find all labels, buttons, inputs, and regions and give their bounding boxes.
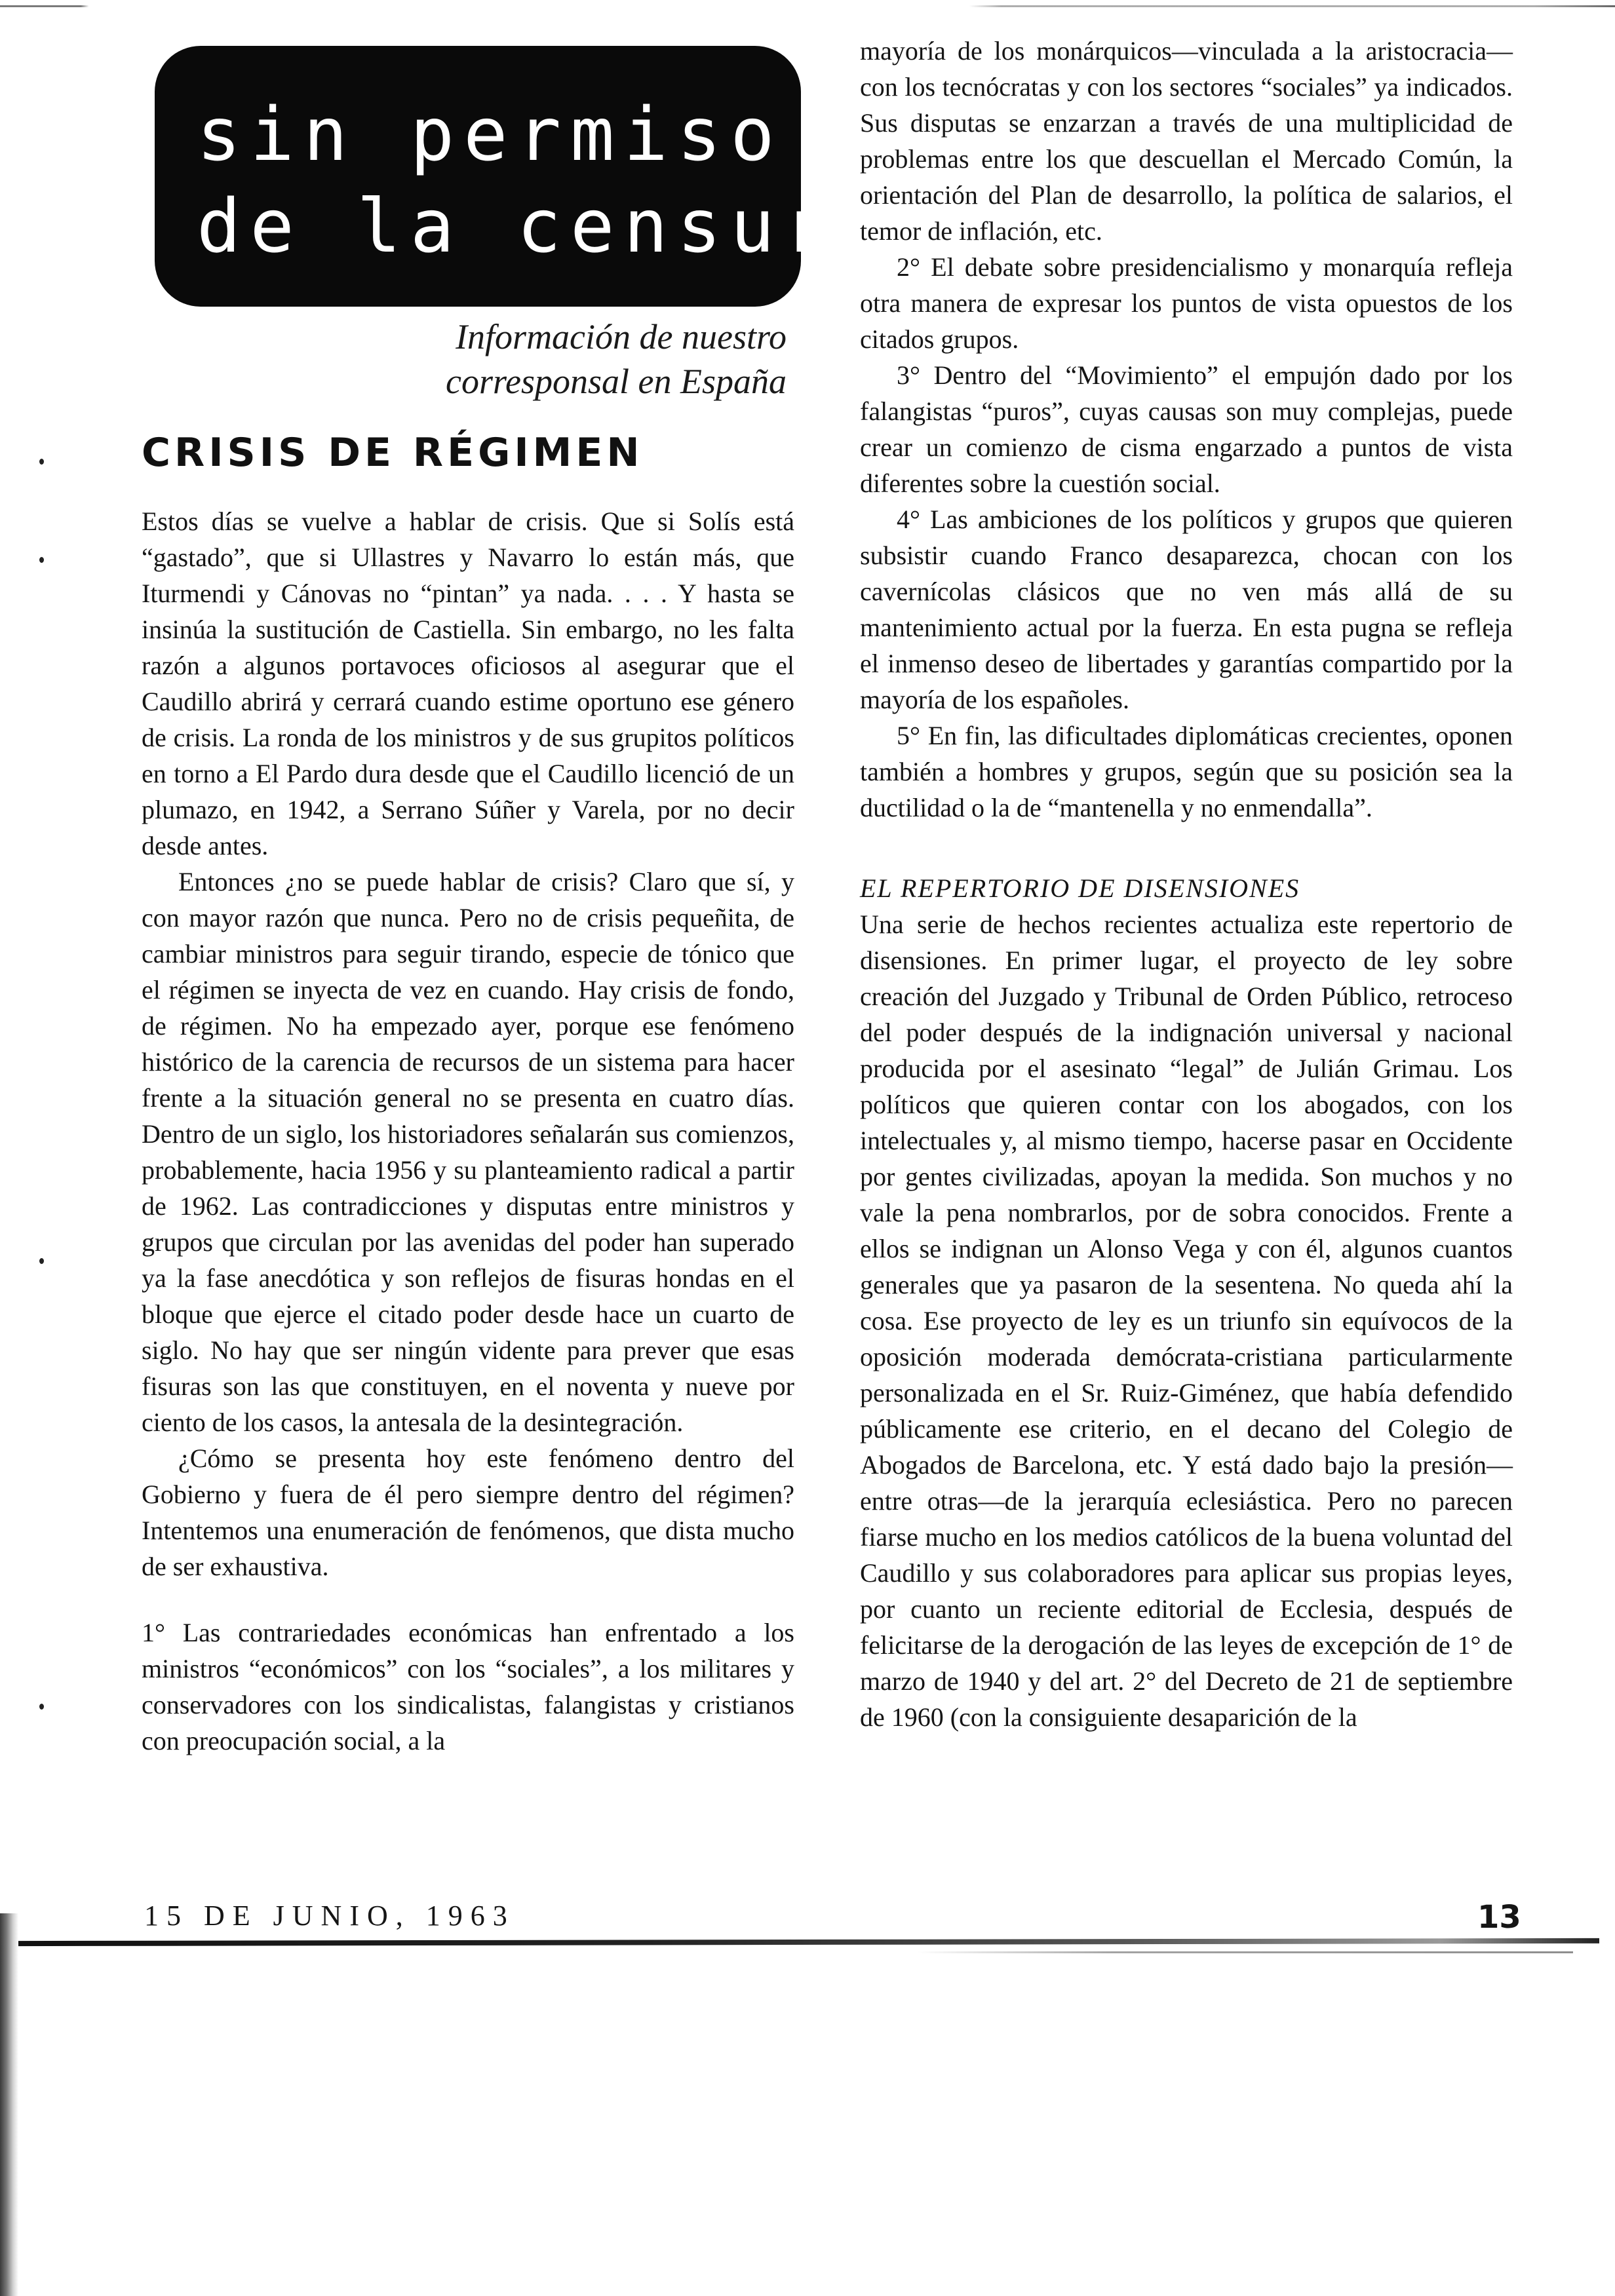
subhead-line-1: Información de nuestro	[456, 317, 787, 356]
paragraph: Entonces ¿no se puede hablar de crisis? Claro que sí, y con mayor razón que nunca. Pero no de crisis pequeñita, de cambiar ministros para seguir tirando, especie de tónico que el régimen se inyecta de vez en cuando. Hay crisis de fondo, de régimen. No ha empezado ayer, porque ese fenómeno histórico de la carencia de recursos de un sistema para hacer frente a la situación general no se presenta en cuatro días. Dentro de un siglo, los historiadores señalarán sus comienzos, probablemente, hacia 1956 y su planteamiento radical a partir de 1962. Las contradicciones y disputas entre ministros y grupos que circulan por las avenidas del poder han superado ya la fase anecdótica y son reflejos de fisuras hondas en el bloque que ejerce el citado poder desde hace un cuarto de siglo. No hay que ser ningún vidente para prever que esas fisuras son las que constituyen, en el noventa y nueve por ciento de los casos, la antesala de la desintegración.	[142, 867, 794, 1437]
banner-line-2: de la censura	[197, 184, 891, 269]
subhead-line-2: corresponsal en España	[446, 362, 787, 401]
scan-edge-top	[0, 5, 1615, 7]
scan-edge-left	[0, 1913, 18, 2296]
column-right	[860, 33, 1513, 1735]
page-number: 13	[1477, 1899, 1521, 1936]
margin-mark	[39, 459, 44, 465]
paragraph: 5° En fin, las dificultades diplomáticas crecientes, oponen también a hombres y grupos, según que su posición sea la ductilidad o la de “mantenella y no enmendalla”.	[860, 721, 1513, 822]
paragraph: 1° Las contrariedades económicas han enfrentado a los ministros “económicos” con los “sociales”, a los militares y conservadores con los sindicalistas, falangistas y cristianos con preocupación social, a la	[142, 1618, 794, 1755]
paragraph: 4° Las ambiciones de los políticos y grupos que quieren subsistir cuando Franco desaparezca, chocan con los cavernícolas clásicos que no ven más allá de su mantenimiento actual por la fuerza. En esta pugna se refleja el inmenso deseo de libertades y garantías compartido por la mayoría de los españoles.	[860, 505, 1513, 714]
section-title: EL REPERTORIO DE DISENSIONES	[860, 873, 1300, 903]
paragraph: ¿Cómo se presenta hoy este fenómeno dentro del Gobierno y fuera de él pero siempre dentro del régimen? Intentemos una enumeración de fenómenos, que dista mucho de ser exhaustiva.	[142, 1444, 794, 1581]
paragraph: Estos días se vuelve a hablar de crisis. Que si Solís está “gastado”, que si Ullastres y Navarro lo están más, que Iturmendi y Cánovas no “pintan” ya nada. . . . Y hasta se insinúa la sustitución de Castiella. Sin embargo, no les falta razón a algunos portavoces oficiosos al asegurar que el Caudillo abrirá y cerrará cuando estime oportuno ese género de crisis. La ronda de los ministros y de sus grupitos políticos en torno a El Pardo dura desde que el Caudillo licenció de un plumazo, en 1942, a Serrano Súñer y Varela, por no decir desde antes.	[142, 507, 794, 860]
column-left	[142, 503, 794, 1759]
margin-mark	[39, 1704, 44, 1710]
bottom-rule-secondary	[918, 1951, 1573, 1953]
margin-mark	[39, 557, 44, 563]
paragraph: 3° Dentro del “Movimiento” el empujón dado por los falangistas “puros”, cuyas causas son muy complejas, puede crear un comienzo de cisma engarzado a puntos de vista diferentes sobre la cuestión social.	[860, 360, 1513, 498]
subhead	[367, 315, 787, 404]
article-headline: CRISIS DE RÉGIMEN	[142, 430, 644, 476]
banner-line-1: sin permiso	[197, 92, 784, 178]
issue-date: 15 DE JUNIO, 1963	[144, 1900, 515, 1932]
paragraph: mayoría de los monárquicos—vinculada a la aristocracia— con los tecnócratas y con los sectores “sociales” ya indicados. Sus disputas se enzarzan a través de una multiplicidad de problemas entre los que descuellan el Mercado Común, la orientación del Plan de desarrollo, la política de salarios, el temor de inflación, etc.	[860, 36, 1513, 246]
bottom-rule	[13, 1938, 1599, 1946]
margin-mark	[39, 1258, 44, 1264]
paragraph: 2° El debate sobre presidencialismo y monarquía refleja otra manera de expresar los puntos de vista opuestos de los citados grupos.	[860, 252, 1513, 354]
paragraph: Una serie de hechos recientes actualiza este repertorio de disensiones. En primer lugar, el proyecto de ley sobre creación del Juzgado y Tribunal de Orden Público, retroceso del poder después de la indignación universal y nacional producida por el asesinato “legal” de Julián Grimau. Los políticos que quieren contar con los abogados, con los intelectuales y, al mismo tiempo, hacerse pasar en Occidente por gentes civilizadas, apoyan la medida. Son muchos y no vale la pena nombrarlos, por de sobra conocidos. Frente a ellos se indignan un Alonso Vega y con él, algunos cuantos generales que ya pasaron de la sesentena. No queda ahí la cosa. Ese proyecto de ley es un triunfo sin equívocos de la oposición moderada demócrata-cristiana particularmente personalizada en el Sr. Ruiz-Giménez, que había defendido públicamente ese criterio, en el decano del Colegio de Abogados de Barcelona, etc. Y está dado bajo la presión—entre otras—de la jerarquía eclesiástica. Pero no parecen fiarse mucho en los medios católicos de la buena voluntad del Caudillo y sus colaboradores para aplicar sus propias leyes, por cuanto un reciente editorial de Ecclesia, después de felicitarse de la derogación de las leyes de excepción de 1° de marzo de 1940 y del art. 2° del Decreto de 21 de septiembre de 1960 (con la consiguiente desaparición de la	[860, 909, 1513, 1732]
